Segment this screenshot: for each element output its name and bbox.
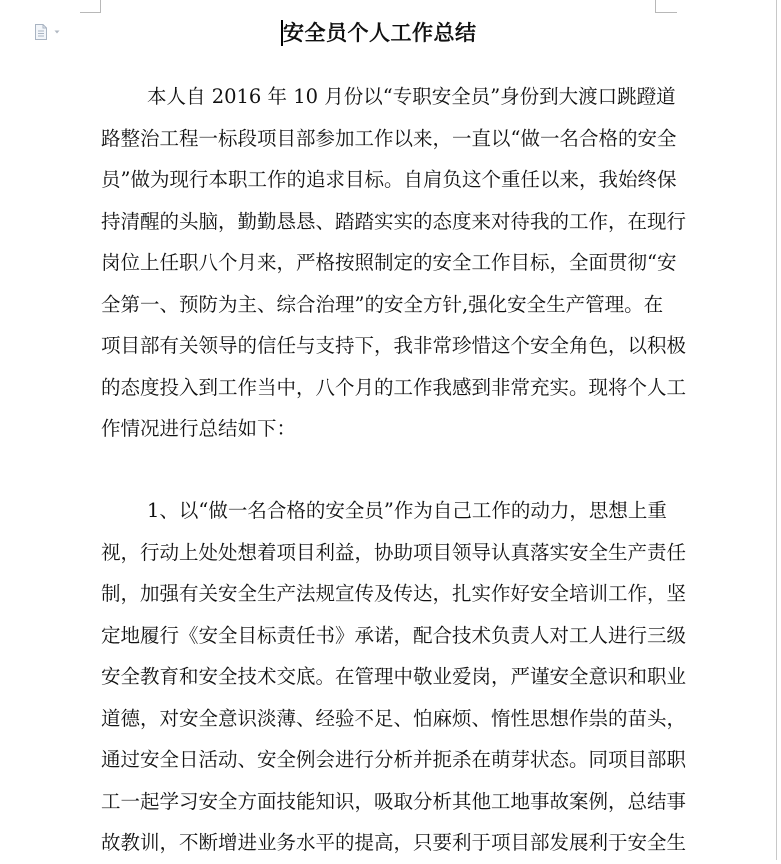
document-title: 安全员个人工作总结 (283, 20, 477, 45)
paragraph-line: 的态度投入到工作当中，八个月的工作我感到非常充实。现将个人工 (101, 375, 687, 399)
paragraph-line: 全第一、预防为主、综合治理”的安全方针,强化安全生产管理。在 (101, 292, 664, 316)
paragraph-line: 制，加强有关安全生产法规宣传及传达，扎实作好安全培训工作，坚 (101, 582, 687, 605)
paragraph-line: 工一起学习安全方面技能知识，吸取分析其他工地事故案例，总结事 (101, 789, 687, 813)
margin-mark-top-left-horizontal (80, 12, 101, 13)
document-icon (34, 24, 48, 40)
paragraph-line: 通过安全日活动、安全例会进行分析并扼杀在萌芽状态。同项目部职 (101, 748, 687, 771)
paragraph-line: 作情况进行总结如下： (101, 417, 297, 440)
paragraph-line: 岗位上任职八个月来，严格按照制定的安全工作目标，全面贯彻“安 (101, 251, 677, 274)
paragraph-line: 故教训，不断增进业务水平的提高，只要利于项目部发展利于安全生 (101, 831, 687, 854)
paragraph-line: 持清醒的头脑，勤勤恳恳、踏踏实实的态度来对待我的工作，在现行 (101, 209, 687, 233)
paragraph-line: 路整治工程一标段项目部参加工作以来，一直以“做一名合格的安全 (101, 126, 677, 150)
paragraph-line: 1、以“做一名合格的安全员”作为自己工作的动力，思想上重 (147, 499, 667, 522)
paragraph-line: 员”做为现行本职工作的追求目标。自肩负这个重任以来，我始终保 (101, 168, 677, 191)
margin-mark-top-right-horizontal (655, 12, 677, 13)
paragraph-item-1 (101, 490, 687, 864)
paragraph-line: 项目部有关领导的信任与支持下，我非常珍惜这个安全角色，以积极 (101, 334, 687, 357)
paragraph-line: 定地履行《安全目标责任书》承诺，配合技术负责人对工人进行三级 (101, 623, 687, 647)
page-right-edge (776, 0, 777, 860)
chevron-down-icon (53, 28, 61, 36)
paragraph-line: 道德，对安全意识淡薄、经验不足、怕麻烦、惰性思想作祟的苗头， (101, 706, 687, 730)
paste-options-button[interactable] (34, 24, 62, 40)
paragraph-line: 安全教育和安全技术交底。在管理中敬业爱岗，严谨安全意识和职业 (101, 665, 687, 688)
paragraph-intro (101, 76, 687, 450)
paragraph-line: 本人自 2016 年 10 月份以“专职安全员”身份到大渡口跳蹬道 (147, 85, 676, 108)
paragraph-line: 视，行动上处处想着项目利益，协助项目领导认真落实安全生产责任 (101, 540, 687, 564)
